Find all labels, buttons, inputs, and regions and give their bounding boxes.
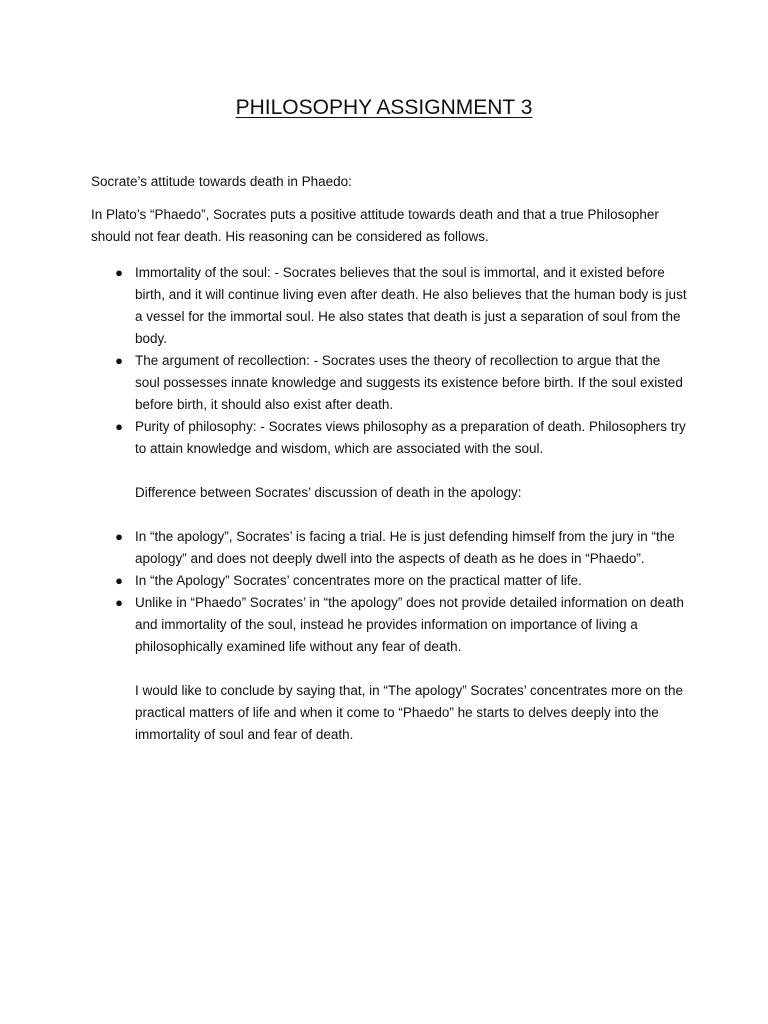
document-body: [91, 171, 687, 746]
bullet-icon: ●: [115, 595, 123, 610]
intro-paragraph: In Plato’s “Phaedo”, Socrates puts a positive attitude towards death and that a true Philosopher should not fear death. His reasoning can be considered as follows.: [91, 207, 659, 244]
section-heading-phaedo: Socrate’s attitude towards death in Phaedo:: [91, 174, 352, 189]
list-item: [91, 262, 687, 350]
bullet-icon: ●: [115, 353, 123, 368]
list-item-text: Purity of philosophy: - Socrates views philosophy as a preparation of death. Philosophers try to attain knowledge and wisdom, which are associated with the soul.: [135, 419, 686, 456]
apology-difference-list: [91, 526, 687, 658]
bullet-icon: ●: [115, 529, 123, 544]
list-item-text: Immortality of the soul: - Socrates believes that the soul is immortal, and it existed before birth, and it will continue living even after death. He also believes that the human body is just a vessel for the immortal soul. He also states that death is just a separation of soul from the body.: [135, 265, 687, 346]
list-item-text: In “the Apology” Socrates’ concentrates more on the practical matter of life.: [135, 573, 582, 588]
phaedo-argument-list: [91, 262, 687, 460]
spacer: [91, 460, 687, 482]
list-item: [91, 350, 687, 416]
bullet-icon: ●: [115, 265, 123, 280]
section-heading-apology: Difference between Socrates’ discussion of death in the apology:: [135, 485, 522, 500]
list-item: [91, 526, 687, 570]
bullet-icon: ●: [115, 573, 123, 588]
list-item-text: In “the apology”, Socrates’ is facing a trial. He is just defending himself from the jury in “the apology” and does not deeply dwell into the aspects of death as he does in “Phaedo”.: [135, 529, 675, 566]
list-item-text: Unlike in “Phaedo” Socrates’ in “the apology” does not provide detailed information on death and immortality of the soul, instead he provides information on importance of living a philosophically examined life without any fear of death.: [135, 595, 684, 654]
bullet-icon: ●: [115, 419, 123, 434]
list-item-text: The argument of recollection: - Socrates uses the theory of recollection to argue that the soul possesses innate knowledge and suggests its existence before birth. If the soul existed before birth, it should also exist after death.: [135, 353, 683, 412]
list-item: [91, 592, 687, 658]
list-item: [91, 416, 687, 460]
spacer: [91, 504, 687, 526]
conclusion-paragraph: I would like to conclude by saying that, in “The apology” Socrates’ concentrates more on the practical matters of life and when it come to “Phaedo” he starts to delves deeply into the immortality of soul and fear of death.: [135, 683, 684, 742]
list-item: [91, 570, 687, 592]
spacer: [91, 658, 687, 680]
page-title: PHILOSOPHY ASSIGNMENT 3: [235, 96, 533, 119]
